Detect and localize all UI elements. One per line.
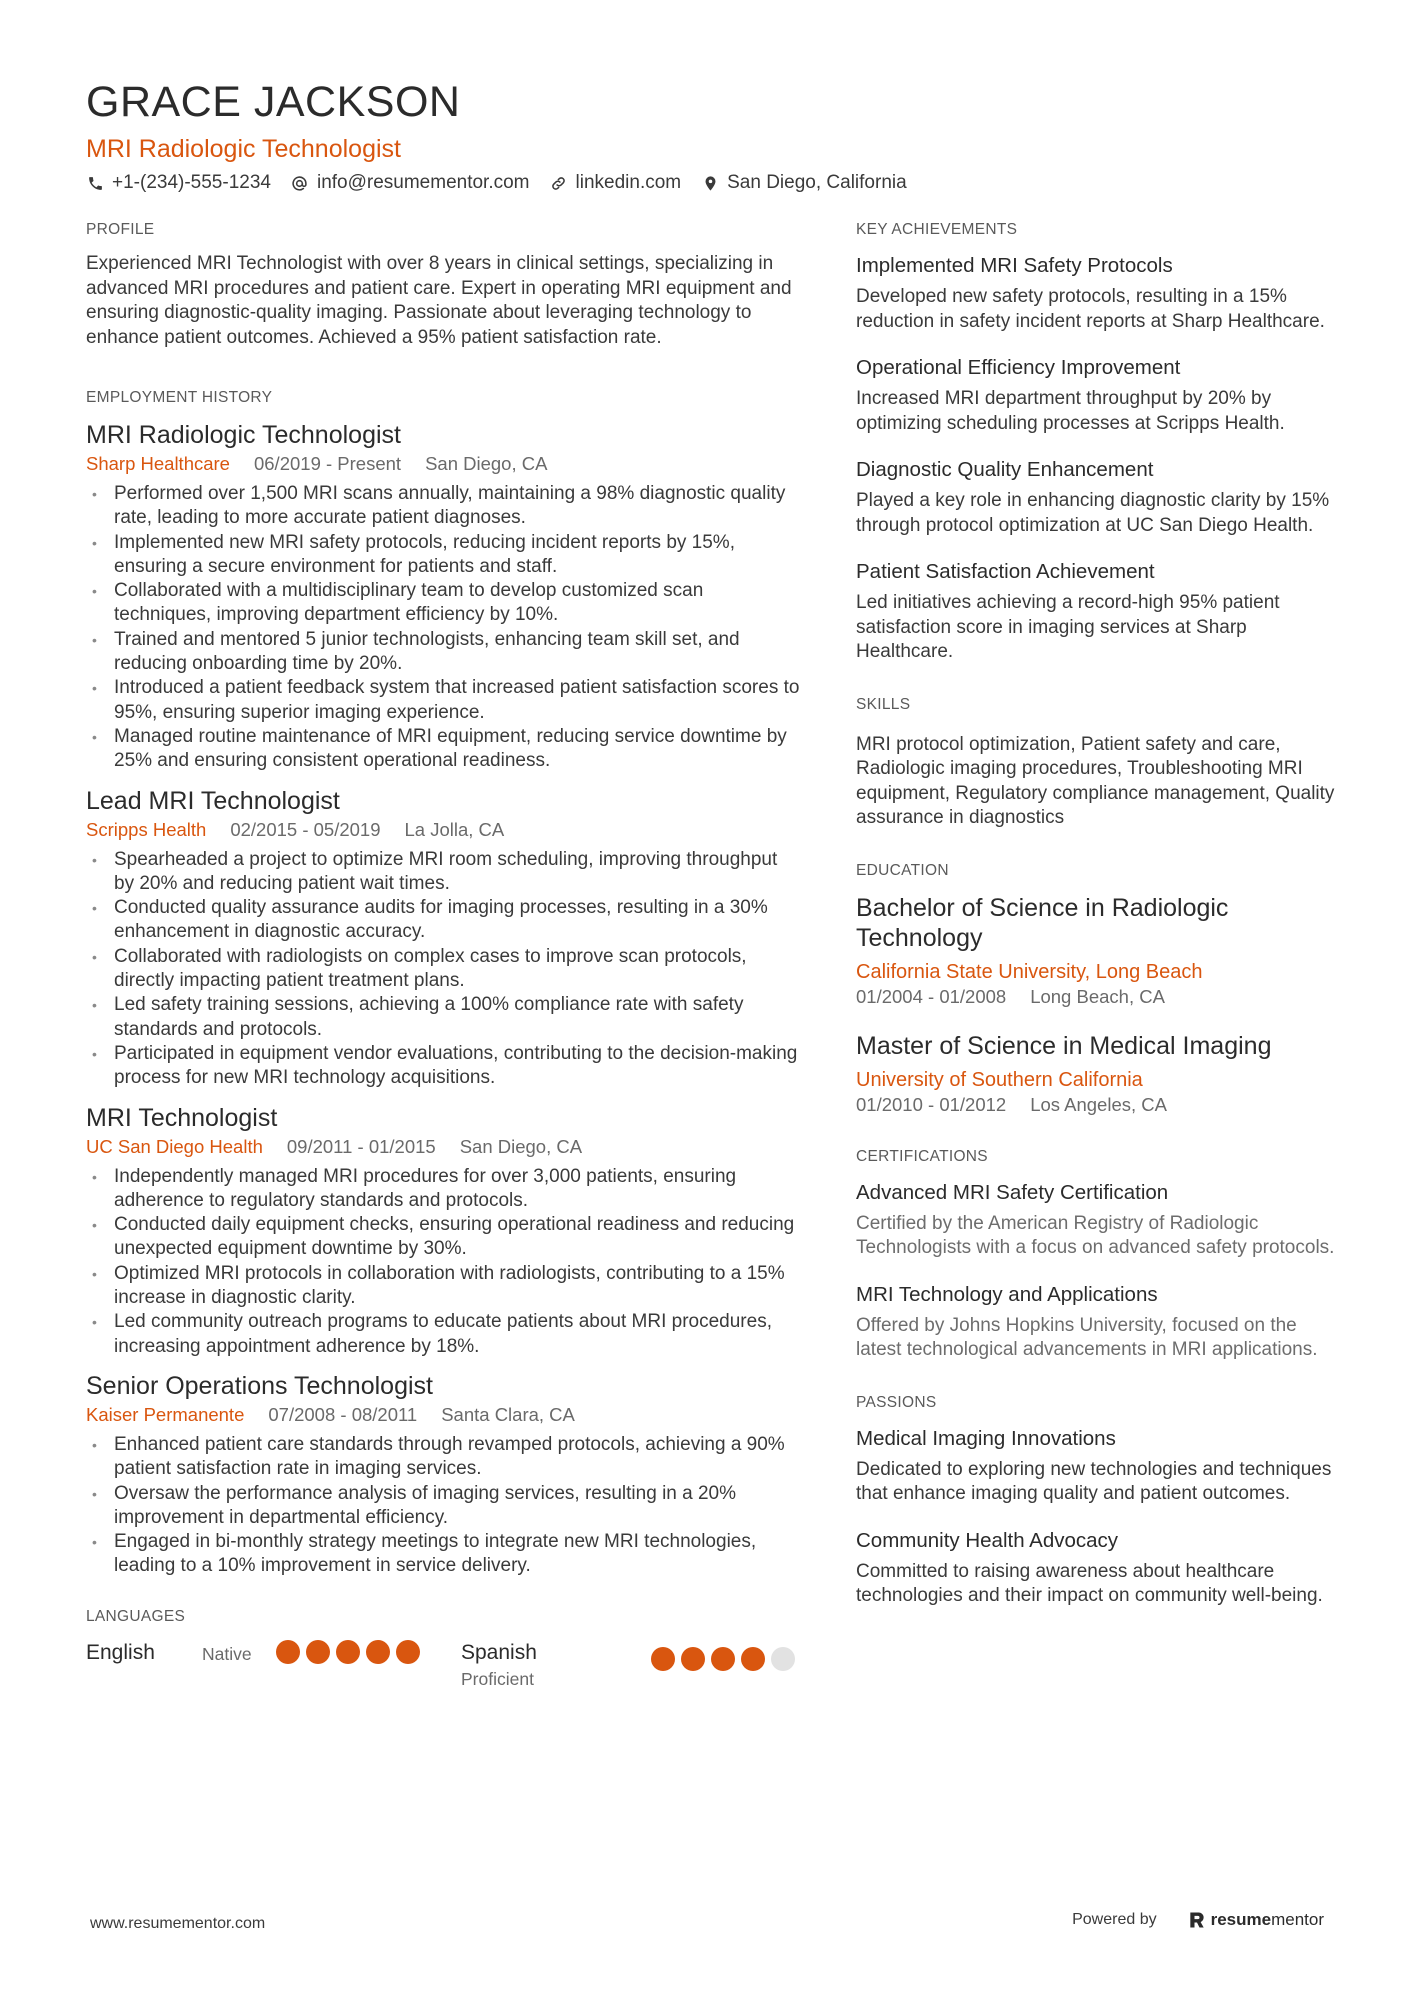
job-entry: [86, 1371, 801, 1579]
achievement-text: Developed new safety protocols, resulting in a 15% reduction in safety incident reports at Sharp Healthcare.: [856, 286, 1325, 332]
job-role: Senior Operations Technologist: [86, 1371, 433, 1400]
achievement-text: Played a key role in enhancing diagnostic clarity by 15% through protocol optimization at UC San Diego Health.: [856, 490, 1330, 536]
job-entry: [86, 420, 801, 774]
job-bullet: • Performed over 1,500 MRI scans annually, maintaining a 98% diagnostic quality rate, leading to more accurate patient diagnoses.: [86, 482, 801, 531]
job-bullet: • Led community outreach programs to educate patients about MRI procedures, increasing appointment adherence by 18%.: [86, 1310, 801, 1359]
job-dates: 02/2015 - 05/2019: [230, 818, 381, 840]
location-pin-icon: [701, 174, 719, 192]
rating-dot-filled: [306, 1640, 330, 1664]
phone-text: +1-(234)-555-1234: [112, 172, 271, 193]
job-bullets: [86, 1165, 801, 1359]
passion-item: [856, 1425, 1336, 1507]
resumementor-logo-icon: [1187, 1910, 1207, 1930]
left-column: [86, 220, 801, 1691]
language-level: Native: [202, 1643, 252, 1664]
language-label: [461, 1639, 651, 1691]
job-location: Santa Clara, CA: [441, 1403, 575, 1425]
job-role: Lead MRI Technologist: [86, 786, 340, 815]
job-company: Kaiser Permanente: [86, 1403, 245, 1425]
job-bullet: • Implemented new MRI safety protocols, reducing incident reports by 15%, ensuring a secure environment for patients and staff.: [86, 531, 801, 580]
linkedin-text: linkedin.com: [575, 172, 682, 193]
passion-title: Community Health Advocacy: [856, 1528, 1119, 1552]
achievement-title: Diagnostic Quality Enhancement: [856, 458, 1154, 481]
achievement-title: Implemented MRI Safety Protocols: [856, 254, 1173, 277]
job-bullet: • Engaged in bi-monthly strategy meetings to integrate new MRI technologies, leading to a 10% improvement in service delivery.: [86, 1530, 801, 1579]
phone-icon: [86, 174, 104, 192]
language-name: English: [86, 1640, 155, 1664]
right-column: [856, 220, 1336, 1639]
contact-bar: [86, 170, 1326, 196]
powered-by-text: Powered by: [1072, 1911, 1157, 1928]
certifications-heading: CERTIFICATIONS: [856, 1147, 988, 1165]
contact-phone[interactable]: [86, 170, 271, 196]
rating-dot-filled: [741, 1647, 765, 1671]
job-bullets: [86, 1433, 801, 1579]
certifications-section: [856, 1147, 1336, 1363]
job-dates: 09/2011 - 01/2015: [286, 1135, 436, 1157]
candidate-name: GRACE JACKSON: [86, 78, 461, 126]
job-role: MRI Radiologic Technologist: [86, 421, 401, 449]
achievement-item: [856, 456, 1336, 538]
language-english: [86, 1639, 461, 1667]
certification-title: Advanced MRI Safety Certification: [856, 1180, 1169, 1204]
achievement-text: Increased MRI department throughput by 20% by optimizing scheduling processes at Scripps Health.: [856, 388, 1285, 434]
rating-dot-filled: [681, 1647, 705, 1671]
language-name: Spanish: [461, 1640, 537, 1664]
rating-dot-filled: [396, 1640, 420, 1664]
job-bullet: • Participated in equipment vendor evaluations, contributing to the decision-making process for new MRI technology acquisitions.: [86, 1042, 801, 1091]
passions-heading: PASSIONS: [856, 1393, 937, 1411]
skills-section: [856, 695, 1336, 831]
languages-heading: LANGUAGES: [86, 1607, 186, 1625]
education-location: Los Angeles, CA: [1030, 1093, 1167, 1115]
job-bullet: • Collaborated with radiologists on complex cases to improve scan protocols, directly impacting patient treatment plans.: [86, 945, 801, 994]
achievement-title: Operational Efficiency Improvement: [856, 356, 1181, 379]
job-bullets: [86, 848, 801, 1091]
profile-heading: PROFILE: [86, 221, 155, 238]
job-entry: [86, 1103, 801, 1359]
job-bullet: • Introduced a patient feedback system that increased patient satisfaction scores to 95%, ensuring superior imaging experience.: [86, 676, 801, 725]
at-icon: [291, 174, 309, 192]
education-school: University of Southern California: [856, 1068, 1143, 1091]
education-meta: [856, 1093, 1336, 1117]
achievements-heading: KEY ACHIEVEMENTS: [856, 221, 1018, 238]
job-meta: [86, 1135, 801, 1159]
achievement-item: [856, 354, 1336, 436]
education-dates: 01/2010 - 01/2012: [856, 1093, 1007, 1115]
passions-section: [856, 1393, 1336, 1609]
contact-linkedin[interactable]: [550, 170, 682, 196]
job-bullet: • Optimized MRI protocols in collaboration with radiologists, contributing to a 15% increase in diagnostic clarity.: [86, 1262, 801, 1311]
candidate-title: MRI Radiologic Technologist: [86, 135, 401, 163]
rating-dot-filled: [651, 1647, 675, 1671]
language-level: Proficient: [461, 1668, 534, 1689]
certification-title: MRI Technology and Applications: [856, 1282, 1158, 1306]
education-meta: [856, 985, 1336, 1009]
employment-heading: EMPLOYMENT HISTORY: [86, 389, 273, 406]
rating-dot-empty: [771, 1647, 795, 1671]
rating-dot-filled: [336, 1640, 360, 1664]
job-bullet: • Spearheaded a project to optimize MRI room scheduling, improving throughput by 20% and reducing patient wait times.: [86, 848, 801, 897]
achievements-section: [856, 220, 1336, 665]
education-degree: Bachelor of Science in Radiologic Technology: [856, 893, 1229, 952]
email-text: info@resumementor.com: [316, 172, 530, 193]
rating-dots: [276, 1639, 426, 1664]
job-dates: 07/2008 - 08/2011: [268, 1403, 418, 1425]
certification-text: Offered by Johns Hopkins University, focused on the latest technological advancements in MRI applications.: [856, 1314, 1318, 1360]
job-bullet: • Independently managed MRI procedures for over 3,000 patients, ensuring adherence to regulatory standards and protocols.: [86, 1165, 801, 1214]
job-location: La Jolla, CA: [404, 818, 505, 840]
languages-row: [86, 1639, 801, 1691]
contact-location: [701, 170, 907, 196]
education-dates: 01/2004 - 01/2008: [856, 985, 1007, 1007]
job-bullets: [86, 482, 801, 774]
passion-title: Medical Imaging Innovations: [856, 1426, 1116, 1450]
achievement-title: Patient Satisfaction Achievement: [856, 560, 1155, 583]
passion-item: [856, 1527, 1336, 1609]
rating-dot-filled: [366, 1640, 390, 1664]
link-icon: [550, 174, 568, 192]
job-meta: [86, 818, 801, 842]
job-company: UC San Diego Health: [86, 1135, 263, 1157]
achievement-text: Led initiatives achieving a record-high 95% patient satisfaction score in imaging services at Sharp Healthcare.: [856, 592, 1280, 662]
brand-logo[interactable]: [1187, 1910, 1324, 1930]
education-location: Long Beach, CA: [1030, 985, 1165, 1007]
job-bullet: • Collaborated with a multidisciplinary team to develop customized scan techniques, improving department efficiency by 10%.: [86, 579, 801, 628]
job-dates: 06/2019 - Present: [253, 453, 402, 474]
education-school: California State University, Long Beach: [856, 960, 1203, 983]
education-item: [856, 893, 1336, 1009]
job-location: San Diego, CA: [425, 453, 548, 474]
achievement-item: [856, 558, 1336, 665]
rating-dots: [651, 1639, 801, 1671]
languages-section: [86, 1607, 801, 1691]
footer-website[interactable]: www.resumementor.com: [90, 1915, 266, 1932]
profile-text: Experienced MRI Technologist with over 8 years in clinical settings, specializing in advanced MRI procedures and patient care. Expert in operating MRI equipment and ensuring diagnostic-quality imaging. Passionate about leveraging technology to enhance patient outcomes. Achieved a 95% patient satisfaction rate.: [86, 253, 792, 348]
profile-section: [86, 220, 801, 350]
certification-item: [856, 1281, 1336, 1363]
education-heading: EDUCATION: [856, 861, 949, 879]
brand-name-light: mentor: [1271, 1910, 1324, 1929]
passion-text: Committed to raising awareness about healthcare technologies and their impact on community well-being.: [856, 1560, 1323, 1606]
job-role: MRI Technologist: [86, 1103, 278, 1132]
job-company: Sharp Healthcare: [86, 453, 230, 474]
job-meta: [86, 1403, 801, 1427]
job-bullet: • Led safety training sessions, achieving a 100% compliance rate with safety standards and protocols.: [86, 993, 801, 1042]
education-section: [856, 861, 1336, 1117]
job-bullet: • Trained and mentored 5 junior technologists, enhancing team skill set, and reducing onboarding time by 20%.: [86, 628, 801, 677]
job-meta: [86, 452, 801, 476]
language-spanish: [461, 1639, 801, 1691]
brand-name-bold: resume: [1210, 1910, 1272, 1929]
job-bullet: • Oversaw the performance analysis of imaging services, resulting in a 20% improvement in departmental efficiency.: [86, 1482, 801, 1531]
job-bullet: • Managed routine maintenance of MRI equipment, reducing service downtime by 25% and ensuring consistent operational readiness.: [86, 725, 801, 774]
job-bullet: • Conducted quality assurance audits for imaging processes, resulting in a 30% enhancement in diagnostic accuracy.: [86, 896, 801, 945]
contact-email[interactable]: [291, 170, 530, 196]
location-text: San Diego, California: [727, 172, 907, 193]
education-item: [856, 1031, 1336, 1117]
achievement-item: [856, 252, 1336, 334]
skills-heading: SKILLS: [856, 695, 911, 713]
rating-dot-filled: [711, 1647, 735, 1671]
language-label: [86, 1639, 202, 1667]
skills-text: MRI protocol optimization, Patient safety and care, Radiologic imaging procedures, Troubleshooting MRI equipment, Regulatory compliance management, Quality assurance in diagnostics: [856, 733, 1335, 828]
footer-brand: [1072, 1910, 1324, 1930]
job-bullet: • Conducted daily equipment checks, ensuring operational readiness and reducing unexpected equipment downtime by 30%.: [86, 1213, 801, 1262]
job-entry: [86, 786, 801, 1091]
certification-item: [856, 1179, 1336, 1261]
job-location: San Diego, CA: [459, 1135, 583, 1157]
job-bullet: • Enhanced patient care standards through revamped protocols, achieving a 90% patient satisfaction rate in imaging services.: [86, 1433, 801, 1482]
passion-text: Dedicated to exploring new technologies and techniques that enhance imaging quality and patient outcomes.: [856, 1458, 1332, 1504]
resume-header: [86, 78, 1326, 196]
employment-section: [86, 388, 801, 1579]
job-company: Scripps Health: [86, 818, 207, 840]
education-degree: Master of Science in Medical Imaging: [856, 1031, 1272, 1060]
rating-dot-filled: [276, 1640, 300, 1664]
certification-text: Certified by the American Registry of Radiologic Technologists with a focus on advanced safety protocols.: [856, 1212, 1335, 1258]
